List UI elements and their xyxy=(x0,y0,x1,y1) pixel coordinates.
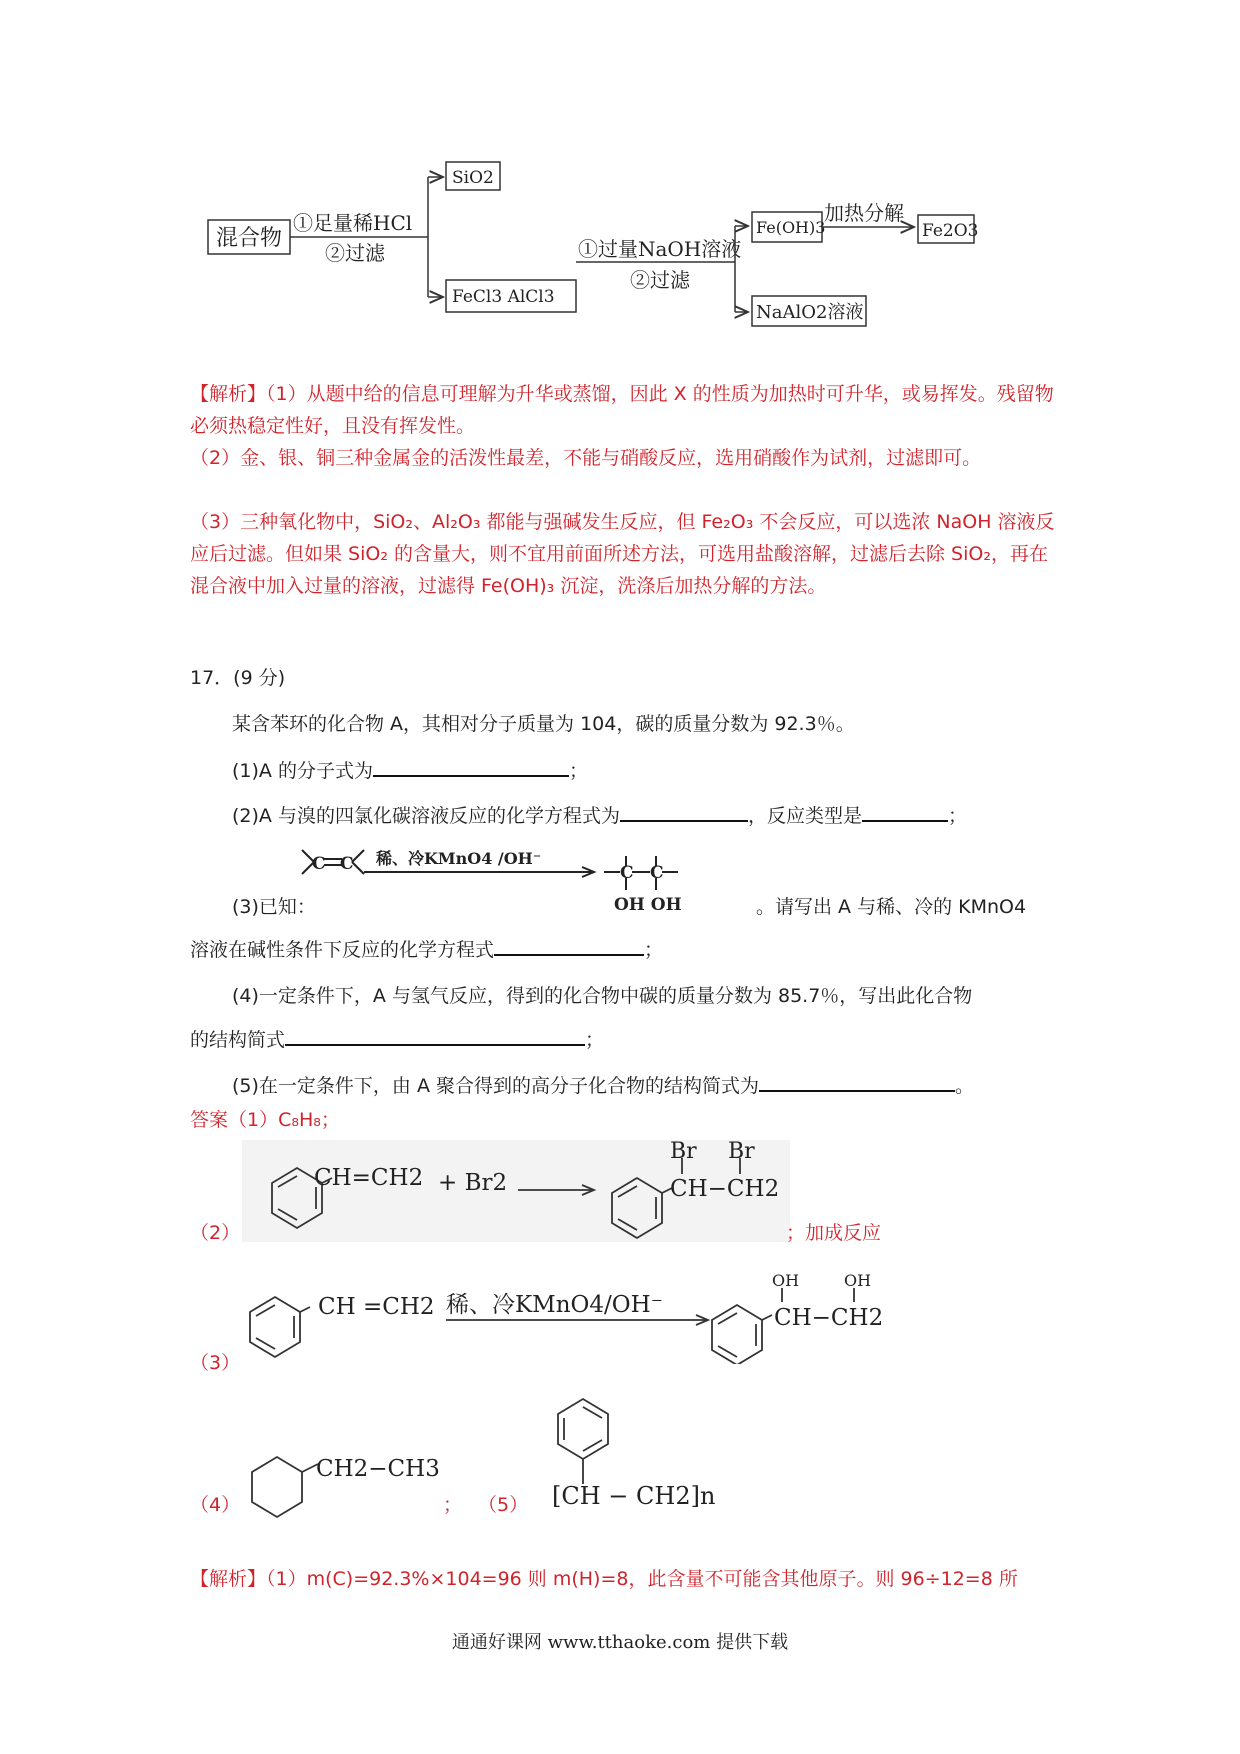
analysis17-text: （1）m(C)=92.3%×104=96 则 m(H)=8，此含量不可能含其他原子。则 96÷12=8 所 xyxy=(266,1568,1018,1590)
answer-blank-4[interactable] xyxy=(285,1026,585,1046)
svg-text:C: C xyxy=(620,863,634,883)
subq1-text: (1)A 的分子式为 xyxy=(232,760,373,782)
step2-bottom-label: ②过滤 xyxy=(630,268,690,292)
q17-header: 17．(9 分) xyxy=(190,667,286,689)
answer-4-label: （4） xyxy=(190,1494,241,1516)
answer-3-equation xyxy=(246,1272,906,1364)
answer-1: 答案（1）C₈H₈； xyxy=(190,1109,340,1131)
q17-subq3-tail: 。请写出 A 与稀、冷的 KMnO4 xyxy=(756,896,1027,918)
answer-2-type: ；加成反应 xyxy=(786,1222,882,1244)
q17-subq4-line1: (4)一定条件下，A 与氢气反应，得到的化合物中碳的质量分数为 85.7％，写出此化合物 xyxy=(232,985,973,1007)
q17-subq3-line2 xyxy=(190,936,663,964)
subq1-end: ； xyxy=(568,760,588,782)
answer-2-reactant: CH=CH2 xyxy=(314,1165,424,1191)
step1-top-label: ①足量稀HCl xyxy=(293,211,413,235)
feoh3-label: Fe(OH)3 xyxy=(756,218,826,237)
analysis17-tag: 【解析】 xyxy=(190,1568,267,1590)
answer-4-separator: ； xyxy=(443,1494,463,1516)
known-reagent: 稀、冷KMnO4 /OH⁻ xyxy=(376,849,542,868)
q17-subq3-known: (3)已知： xyxy=(232,896,316,918)
subq2-end: ； xyxy=(947,805,967,827)
svg-text:C: C xyxy=(340,854,354,874)
fecl3-alcl3-label: FeCl3 AlCl3 xyxy=(452,287,555,307)
q17-subq4-line2 xyxy=(190,1026,604,1054)
answer-3-product: CH−CH2 xyxy=(774,1305,884,1331)
answer-3-reactant: CH =CH2 xyxy=(318,1294,435,1320)
step1-bottom-label: ②过滤 xyxy=(325,241,385,265)
answer-blank-3[interactable] xyxy=(494,936,644,956)
subq5-end: 。 xyxy=(955,1075,975,1097)
subq3-end: ； xyxy=(644,939,664,961)
heat-label: 加热分解 xyxy=(824,201,904,225)
mixture-label: 混合物 xyxy=(216,226,283,251)
page-footer: 通通好课网 www.tthaoke.com 提供下载 xyxy=(451,1632,789,1653)
answer-2-equation xyxy=(242,1140,790,1242)
answer-5-formula: [CH − CH2]n xyxy=(552,1482,716,1510)
subq2-mid: ，反应类型是 xyxy=(747,805,862,827)
analysis16-p1 xyxy=(190,378,1060,442)
answer-5-label: （5） xyxy=(478,1494,529,1516)
answer-2-br-left: Br xyxy=(670,1140,697,1164)
fe2o3-label: Fe2O3 xyxy=(922,221,979,241)
subq5-text: (5)在一定条件下，由 A 聚合得到的高分子化合物的结构简式为 xyxy=(232,1075,759,1097)
answer-3-oh-right: OH xyxy=(844,1272,872,1290)
answer-2-plus-br2: + Br2 xyxy=(438,1170,508,1196)
subq4-text: 的结构简式 xyxy=(190,1029,286,1051)
answer-4-structure xyxy=(246,1442,446,1532)
svg-text:C: C xyxy=(650,863,664,883)
answer-blank-5[interactable] xyxy=(759,1072,955,1092)
sio2-label: SiO2 xyxy=(452,168,494,188)
step2-top-label: ①过量NaOH溶液 xyxy=(578,237,742,261)
q17-subq1 xyxy=(232,757,588,785)
subq4-end: ； xyxy=(585,1029,605,1051)
answer-4-formula: CH2−CH3 xyxy=(316,1456,440,1482)
answer-blank-2a[interactable] xyxy=(620,802,748,822)
analysis16-text-1: （1）从题中给的信息可理解为升华或蒸馏，因此 X 的性质为加热时可升华，或易挥发。残留物必须热稳定性好，且没有挥发性。 xyxy=(190,383,1054,437)
analysis-tag: 【解析】 xyxy=(190,383,267,405)
answer-3-oh-left: OH xyxy=(772,1272,800,1290)
answer-blank-1[interactable] xyxy=(373,757,569,777)
q17-stem: 某含苯环的化合物 A，其相对分子质量为 104，碳的质量分数为 92.3％。 xyxy=(232,713,855,735)
naalo2-label: NaAlO2溶液 xyxy=(756,302,864,323)
analysis17 xyxy=(190,1565,1018,1593)
subq3-text: 溶液在碱性条件下反应的化学方程式 xyxy=(190,939,495,961)
answer-5-polymer xyxy=(548,1392,718,1522)
answer-3-label: （3） xyxy=(190,1352,241,1374)
svg-text:C: C xyxy=(312,854,326,874)
q17-subq5 xyxy=(232,1072,974,1100)
subq2-text: (2)A 与溴的四氯化碳溶液反应的化学方程式为 xyxy=(232,805,620,827)
answer-2-br-right: Br xyxy=(728,1140,755,1164)
separation-flow-diagram xyxy=(200,160,1060,370)
q17-subq2 xyxy=(232,802,967,830)
answer-2-label: （2） xyxy=(190,1222,241,1244)
answer-blank-2b[interactable] xyxy=(862,802,948,822)
answer-2-product: CH−CH2 xyxy=(670,1176,780,1202)
analysis16-p3: （3）三种氧化物中，SiO₂、Al₂O₃ 都能与强碱发生反应，但 Fe₂O₃ 不会反应，可以选浓 NaOH 溶液反应后过滤。但如果 SiO₂ 的含量大，则不宜用前面所述方法，可选用盐酸溶解，过滤后去除 SiO₂，再在混合液中加入过量的溶液，过滤得 Fe(OH)₃ 沉淀，洗涤后加热分解的方法。 xyxy=(190,511,1055,597)
known-oxidation-reaction xyxy=(300,842,720,924)
known-oh-labels: OH OH xyxy=(614,895,682,915)
analysis16-p2: （2）金、银、铜三种金属金的活泼性最差，不能与硝酸反应，选用硝酸作为试剂，过滤即可。 xyxy=(190,447,982,469)
answer-3-reagent: 稀、冷KMnO4/OH⁻ xyxy=(446,1292,663,1318)
